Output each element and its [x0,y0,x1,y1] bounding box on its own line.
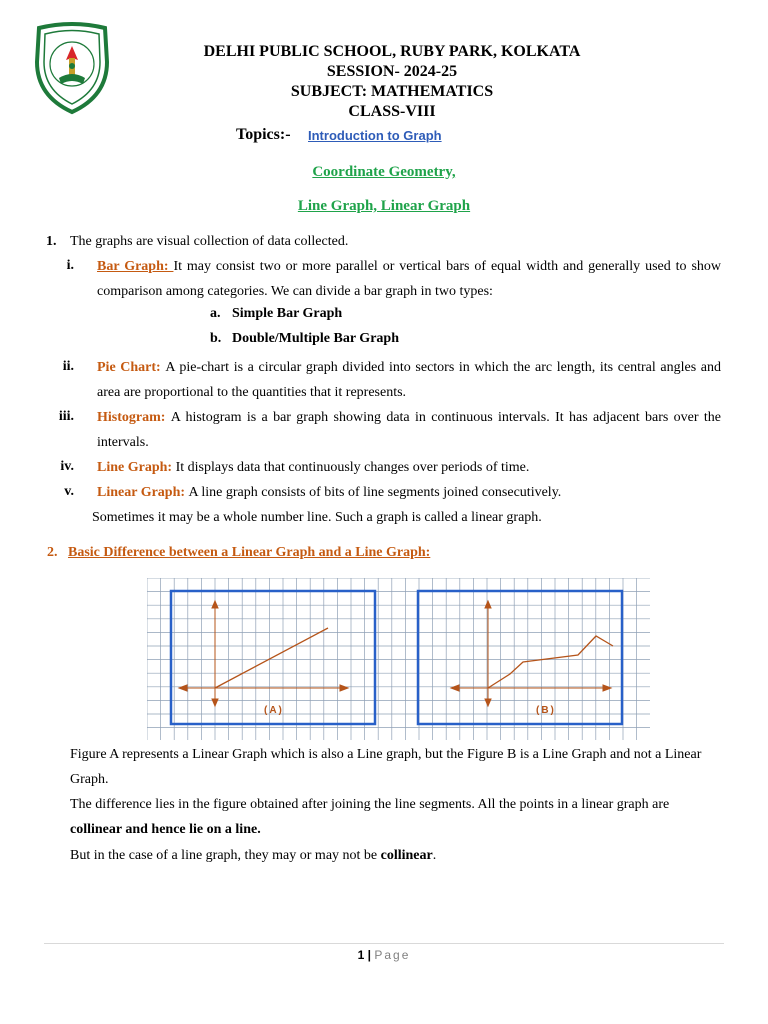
figure-a-y-arrow-down [212,699,218,706]
graph-comparison-figure [147,578,650,740]
figure-b-y-arrow-up [485,601,491,608]
item-bar-graph [97,254,721,304]
footer-divider [44,943,724,944]
paragraph-difference-bold: collinear and hence lie on a line. [70,822,261,837]
figure-a-y-arrow-up [212,601,218,608]
term-histogram: Histogram: [97,410,171,425]
figure-b-x-arrow-left [451,685,459,691]
paragraph-note-bold: collinear [380,848,433,863]
term-pie-chart: Pie Chart: [97,360,166,375]
term-line-graph: Line Graph: [97,460,176,475]
figure-b-label: (B) [536,705,556,716]
subtype-letter-a: a. [210,306,221,321]
topics-link[interactable]: Introduction to Graph [308,128,442,143]
figure-b-frame [418,591,622,724]
section-2-number: 2. [47,545,58,560]
section-1-number: 1. [46,234,57,249]
subtype-multiple-bar-graph: Double/Multiple Bar Graph [232,331,399,346]
subtype-letter-b: b. [210,331,222,346]
item-pie-chart [97,355,721,405]
paragraph-note-end: . [432,848,437,863]
paragraph-line-graph-note [70,843,720,868]
subtype-simple-bar-graph: Simple Bar Graph [232,306,343,321]
item-line-graph [97,455,721,480]
section-title-line-graph: Line Graph, Linear Graph [297,198,471,214]
item-roman-iv: iv. [60,459,74,474]
paragraph-difference [70,792,720,842]
term-bar-graph: Bar Graph: [97,259,174,274]
session-title: SESSION- 2024-25 [326,63,458,80]
paragraph-difference-text: The difference lies in the figure obtained after joining the line segments. All the points in a linear graph are [70,797,670,812]
figure-a-x-arrow-left [179,685,187,691]
section-1-intro: The graphs are visual collection of data collected. [70,234,349,249]
paragraph-figure-explanation: Figure A represents a Linear Graph which is also a Line graph, but the Figure B is a Line Graph and not a Linear Graph. [70,747,702,787]
grid-lines [147,578,650,740]
class-title: CLASS-VIII [348,103,436,120]
figure-a-x-arrow-right [340,685,348,691]
page-number: 1 [357,948,365,962]
item-roman-v: v. [64,484,74,499]
desc-bar-graph: It may consist two or more parallel or vertical bars of equal width and generally used to show comparison among categories. We can divide a bar graph in two types: [97,259,721,299]
figure-b-x-arrow-right [603,685,611,691]
section-title-coordinate-geometry: Coordinate Geometry, [312,164,456,180]
figure-b-y-arrow-down [485,699,491,706]
section-2-title: Basic Difference between a Linear Graph and a Line Graph: [68,545,431,560]
item-linear-graph [97,480,721,505]
item-roman-ii: ii. [62,359,74,374]
figure-b-line-graph [488,636,613,688]
desc-pie-chart: A pie-chart is a circular graph divided into sectors in which the arc length, its central angles and area are proportional to the quantities that it represents. [97,360,722,400]
term-linear-graph: Linear Graph: [97,485,189,500]
desc-histogram: A histogram is a bar graph showing data in continuous intervals. It has adjacent bars over the intervals. [97,410,721,450]
item-roman-i: i. [66,258,74,273]
figure-a-linear-line [215,628,328,688]
paragraph-note-text: But in the case of a line graph, they may or may not be [70,848,381,863]
page-separator: | [367,948,371,962]
topics-label: Topics:- [236,126,291,143]
school-name: DELHI PUBLIC SCHOOL, RUBY PARK, KOLKATA [203,43,581,60]
page-label: Page [374,948,411,962]
desc-line-graph: It displays data that continuously changes over periods of time. [175,460,530,475]
subject-title: SUBJECT: MATHEMATICS [290,83,494,100]
section-2-heading [47,545,430,561]
item-roman-iii: iii. [58,409,74,424]
linear-note: Sometimes it may be a whole number line. Such a graph is called a linear graph. [92,510,542,525]
item-histogram [97,405,721,455]
figure-a-label: (A) [264,705,284,716]
desc-linear-graph: A line graph consists of bits of line segments joined consecutively. [188,485,562,500]
page-footer [0,948,768,962]
